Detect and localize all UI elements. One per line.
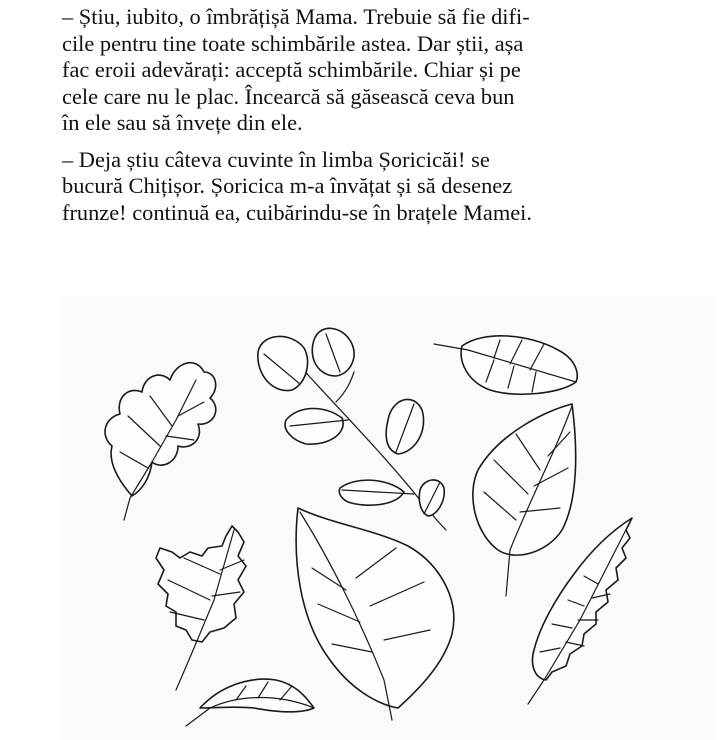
text-line: frunze! continuă ea, cuibărindu-se în brațele Mamei. [62, 199, 532, 225]
text-line: cile pentru tine toate schimbările astea. Dar știi, așa [62, 30, 524, 56]
small-curled-leaf [186, 679, 314, 726]
text-line: fac eroii adevărați: acceptă schimbările. Chiar și pe [62, 57, 521, 82]
compound-leaf-branch [258, 328, 446, 530]
linden-leaf [296, 508, 454, 720]
text-line: bucură Chițișor. Șoricica m-a învățat și să desenez [62, 173, 513, 198]
text-line: – Știu, iubito, o îmbrățișă Mama. Trebuie să fie difi- [62, 4, 530, 29]
willow-leaf [434, 336, 577, 394]
text-line: în ele sau să învețe din ele. [62, 110, 303, 135]
poplar-leaf [473, 404, 576, 596]
oak-leaf [105, 363, 216, 520]
text-line: – Deja știu câteva cuvinte în limba Șoricicăi! se [62, 146, 490, 172]
text-line: cele care nu le plac. Încearcă să găsească ceva bun [62, 83, 515, 109]
maple-like-leaf [156, 526, 246, 690]
